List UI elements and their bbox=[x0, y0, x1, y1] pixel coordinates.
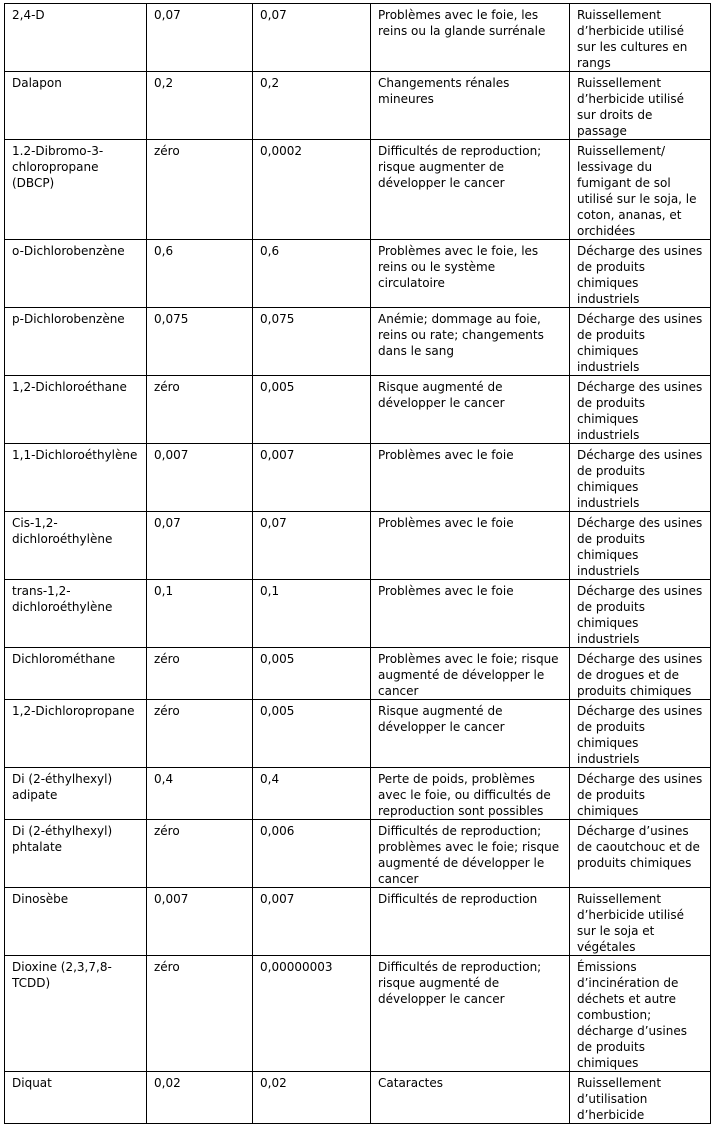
mcl-cell: 0,0002 bbox=[253, 140, 371, 240]
source-cell: Décharge des usines de produits chimiques industriels bbox=[570, 444, 711, 512]
source-cell: Décharge des usines de drogues et de produits chimiques bbox=[570, 648, 711, 700]
contaminant-cell: p-Dichlorobenzène bbox=[5, 308, 147, 376]
mcl-cell: 0,00000003 bbox=[253, 956, 371, 1072]
mclg-cell: zéro bbox=[147, 140, 253, 240]
contaminants-table bbox=[4, 3, 711, 1124]
table-row bbox=[5, 4, 711, 72]
mclg-cell: zéro bbox=[147, 376, 253, 444]
health-effects-cell: Risque augmenté de développer le cancer bbox=[371, 376, 570, 444]
contaminant-cell: 1.2-Dibromo-3-chloropropane (DBCP) bbox=[5, 140, 147, 240]
table-row bbox=[5, 768, 711, 820]
health-effects-cell: Problèmes avec le foie bbox=[371, 444, 570, 512]
table-row bbox=[5, 72, 711, 140]
source-cell: Ruissellement d’herbicide utilisé sur droits de passage bbox=[570, 72, 711, 140]
table-row bbox=[5, 308, 711, 376]
health-effects-cell: Difficultés de reproduction; risque augmenté de développer le cancer bbox=[371, 956, 570, 1072]
source-cell: Décharge d’usines de caoutchouc et de produits chimiques bbox=[570, 820, 711, 888]
contaminant-cell: Cis-1,2-dichloroéthylène bbox=[5, 512, 147, 580]
table-row bbox=[5, 700, 711, 768]
health-effects-cell: Difficultés de reproduction; risque augmenter de développer le cancer bbox=[371, 140, 570, 240]
mclg-cell: 0,007 bbox=[147, 888, 253, 956]
mcl-cell: 0,1 bbox=[253, 580, 371, 648]
mclg-cell: zéro bbox=[147, 700, 253, 768]
health-effects-cell: Anémie; dommage au foie, reins ou rate; changements dans le sang bbox=[371, 308, 570, 376]
mclg-cell: zéro bbox=[147, 956, 253, 1072]
contaminant-cell: Dioxine (2,3,7,8-TCDD) bbox=[5, 956, 147, 1072]
table-row bbox=[5, 648, 711, 700]
health-effects-cell: Problèmes avec le foie bbox=[371, 512, 570, 580]
contaminant-cell: 1,2-Dichloropropane bbox=[5, 700, 147, 768]
table-row bbox=[5, 888, 711, 956]
mclg-cell: 0,2 bbox=[147, 72, 253, 140]
table-row bbox=[5, 376, 711, 444]
health-effects-cell: Problèmes avec le foie, les reins ou le système circulatoire bbox=[371, 240, 570, 308]
mcl-cell: 0,007 bbox=[253, 888, 371, 956]
mcl-cell: 0,005 bbox=[253, 700, 371, 768]
mcl-cell: 0,07 bbox=[253, 512, 371, 580]
contaminant-cell: Dinosèbe bbox=[5, 888, 147, 956]
mcl-cell: 0,005 bbox=[253, 376, 371, 444]
source-cell: Ruissellement d’utilisation d’herbicide bbox=[570, 1072, 711, 1124]
health-effects-cell: Changements rénales mineures bbox=[371, 72, 570, 140]
table-row bbox=[5, 956, 711, 1072]
contaminant-cell: Dichlorométhane bbox=[5, 648, 147, 700]
contaminant-cell: Di (2-éthylhexyl) phtalate bbox=[5, 820, 147, 888]
contaminant-cell: Di (2-éthylhexyl) adipate bbox=[5, 768, 147, 820]
source-cell: Décharge des usines de produits chimiques industriels bbox=[570, 308, 711, 376]
mcl-cell: 0,6 bbox=[253, 240, 371, 308]
mcl-cell: 0,075 bbox=[253, 308, 371, 376]
health-effects-cell: Cataractes bbox=[371, 1072, 570, 1124]
health-effects-cell: Risque augmenté de développer le cancer bbox=[371, 700, 570, 768]
health-effects-cell: Perte de poids, problèmes avec le foie, ou difficultés de reproduction sont possibles bbox=[371, 768, 570, 820]
health-effects-cell: Problèmes avec le foie; risque augmenté de développer le cancer bbox=[371, 648, 570, 700]
contaminant-cell: Diquat bbox=[5, 1072, 147, 1124]
mcl-cell: 0,07 bbox=[253, 4, 371, 72]
mclg-cell: 0,02 bbox=[147, 1072, 253, 1124]
mclg-cell: 0,075 bbox=[147, 308, 253, 376]
health-effects-cell: Problèmes avec le foie bbox=[371, 580, 570, 648]
source-cell: Décharge des usines de produits chimiques industriels bbox=[570, 580, 711, 648]
source-cell: Ruissellement d’herbicide utilisé sur les cultures en rangs bbox=[570, 4, 711, 72]
source-cell: Ruissellement d’herbicide utilisé sur le soja et végétales bbox=[570, 888, 711, 956]
table-row bbox=[5, 140, 711, 240]
health-effects-cell: Difficultés de reproduction bbox=[371, 888, 570, 956]
source-cell: Décharge des usines de produits chimiques industriels bbox=[570, 376, 711, 444]
contaminant-cell: o-Dichlorobenzène bbox=[5, 240, 147, 308]
source-cell: Décharge des usines de produits chimiques bbox=[570, 768, 711, 820]
mclg-cell: 0,007 bbox=[147, 444, 253, 512]
mcl-cell: 0,02 bbox=[253, 1072, 371, 1124]
mclg-cell: 0,4 bbox=[147, 768, 253, 820]
mcl-cell: 0,005 bbox=[253, 648, 371, 700]
mcl-cell: 0,4 bbox=[253, 768, 371, 820]
mcl-cell: 0,006 bbox=[253, 820, 371, 888]
table-row bbox=[5, 580, 711, 648]
mclg-cell: 0,07 bbox=[147, 4, 253, 72]
table-row bbox=[5, 444, 711, 512]
health-effects-cell: Difficultés de reproduction; problèmes avec le foie; risque augmenté de développer le cancer bbox=[371, 820, 570, 888]
contaminant-cell: 2,4-D bbox=[5, 4, 147, 72]
source-cell: Décharge des usines de produits chimiques industriels bbox=[570, 512, 711, 580]
contaminant-cell: 1,2-Dichloroéthane bbox=[5, 376, 147, 444]
source-cell: Ruissellement/ lessivage du fumigant de sol utilisé sur le soja, le coton, ananas, et orchidées bbox=[570, 140, 711, 240]
mclg-cell: 0,6 bbox=[147, 240, 253, 308]
source-cell: Émissions d’incinération de déchets et autre combustion; décharge d’usines de produits chimiques bbox=[570, 956, 711, 1072]
contaminant-cell: Dalapon bbox=[5, 72, 147, 140]
mclg-cell: zéro bbox=[147, 820, 253, 888]
table-row bbox=[5, 820, 711, 888]
source-cell: Décharge des usines de produits chimiques industriels bbox=[570, 700, 711, 768]
contaminant-cell: trans-1,2-dichloroéthylène bbox=[5, 580, 147, 648]
table-row bbox=[5, 512, 711, 580]
mcl-cell: 0,2 bbox=[253, 72, 371, 140]
source-cell: Décharge des usines de produits chimiques industriels bbox=[570, 240, 711, 308]
health-effects-cell: Problèmes avec le foie, les reins ou la glande surrénale bbox=[371, 4, 570, 72]
mcl-cell: 0,007 bbox=[253, 444, 371, 512]
table-row bbox=[5, 240, 711, 308]
table-row bbox=[5, 1072, 711, 1124]
contaminant-cell: 1,1-Dichloroéthylène bbox=[5, 444, 147, 512]
mclg-cell: 0,07 bbox=[147, 512, 253, 580]
mclg-cell: zéro bbox=[147, 648, 253, 700]
mclg-cell: 0,1 bbox=[147, 580, 253, 648]
